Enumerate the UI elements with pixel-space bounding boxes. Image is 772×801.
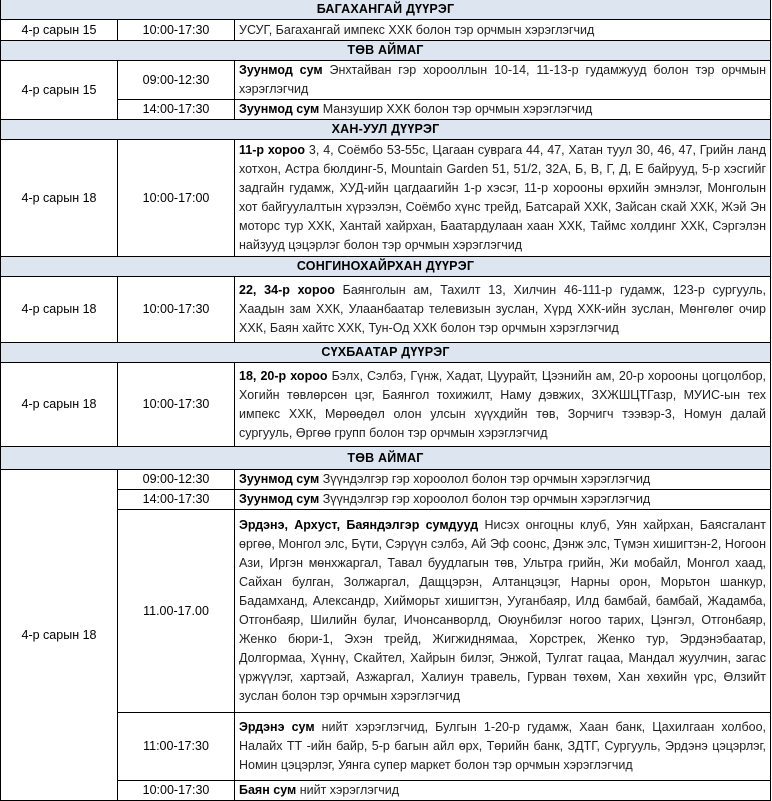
description-cell [235,61,771,100]
date-cell: 4-р сарын 18 [1,140,118,257]
time-cell: 10:00-17:30 [118,781,235,801]
location-name: 11-р хороо [239,143,306,157]
time-cell: 09:00-12:30 [118,470,235,490]
table-row [1,470,771,490]
table-row [1,277,771,343]
location-name: Зуунмод сум [239,102,320,116]
section-header [1,0,771,20]
location-details: 3, 4, Соёмбо 53-55с, Цагаан суврага 44, 47, Хатан туул 30, 46, 47, Грийн ланд хотхон, Астра бюлдинг-5, Mountain Garden 51, 51/2, 32А, Б, В, Г, Д, Е байрууд, 5-р хэсгийг задгайн гудамж, ХУД-ийн цагдаагийн 1-р хэсэг, 11-р хорооны өрхийн эмнэлэг, Монголын хот байгуулалтын хүрээлэн, Соёмбо хүнс трейд, Батсарай ХХК, Зайсан скай ХХК, Жэй Эн моторс тур ХХК, Хантай хайрхан, Баатардулаан хаан ХХК, Таймс холдинг ХХК, Сэргэлэн найзууд цэцэрлэг болон тэр орчмын хэрэглэгчид [239,143,766,252]
time-cell: 10:00-17:30 [118,20,235,41]
description-cell [235,20,771,41]
description-cell [235,510,771,713]
time-cell: 11.00-17.00 [118,510,235,713]
date-cell: 4-р сарын 15 [1,61,118,120]
description-cell [235,470,771,490]
location-details: Баянголын ам, Тахилт 13, Хилчин 46-111-р гудамж, 123-р сургууль, Хаадын зам ХХК, Улаанбаатар телевизын зуслан, Хүрд ХХК-ийн зуслан, Мөнгөлөг очир ХХК, Баян хайтс ХХК, Тун-Од ХХК болон тэр орчмын хэрэглэгчид [239,283,766,335]
table-row [1,20,771,41]
time-cell: 14:00-17:30 [118,490,235,510]
description-cell [235,781,771,801]
section-header [1,257,771,277]
section-title: ХАН-УУЛ ДҮҮРЭГ [1,120,771,140]
location-name: Эрдэнэ, Архуст, Баяндэлгэр сумдууд [239,518,479,532]
section-header [1,120,771,140]
location-details: Зүүндэлгэр гэр хороолол болон тэр орчмын хэрэглэгчид [319,492,651,506]
section-header [1,343,771,363]
location-name: 18, 20-р хороо [239,368,328,383]
time-cell: 11:00-17:30 [118,713,235,781]
description-cell [235,277,771,343]
section-header [1,447,771,470]
section-header [1,41,771,61]
location-details: Энхтайван гэр хорооллын 10-14, 11-13-р гудамжууд болон тэр орчмын хэрэглэгчид [239,63,767,96]
time-cell: 10:00-17:00 [118,140,235,257]
section-title: СОНГИНОХАЙРХАН ДҮҮРЭГ [1,257,771,277]
location-details: Манзушир ХХК болон тэр орчмын хэрэглэгчид [319,102,593,116]
location-details: УСУГ, Багахангай импекс ХХК болон тэр орчмын хэрэглэгчид [239,22,595,37]
table-row [1,140,771,257]
location-details: нийт хэрэглэгчид [296,783,400,797]
description-cell [235,490,771,510]
time-cell: 14:00-17:30 [118,100,235,120]
section-title: ТӨВ АЙМАГ [1,447,771,470]
time-cell: 10:00-17:30 [118,277,235,343]
location-name: 22, 34-р хороо [239,283,335,297]
location-name: Баян сум [239,783,297,797]
section-title: ТӨВ АЙМАГ [1,41,771,61]
location-name: Зуунмод сум [239,472,320,486]
section-title: СҮХБААТАР ДҮҮРЭГ [1,343,771,363]
section-title: БАГАХАНГАЙ ДҮҮРЭГ [1,0,771,20]
date-cell: 4-р сарын 18 [1,470,118,801]
description-cell [235,140,771,257]
location-name: Зуунмод сум [239,492,320,506]
description-cell [235,363,771,447]
date-cell: 4-р сарын 18 [1,277,118,343]
location-details: нийт хэрэглэгчид, Булгын 1-20-р гудамж, Хаан банк, Цахилгаан холбоо, Налайх ТТ -ийн байр, 5-р багын айл өрх, Төрийн банк, ЗДТГ, Сургууль, Эрдэнэ цэцэрлэг, Номин цэцэрлэг, Уянга супер маркет болон тэр орчмын хэрэглэгчид [239,720,766,772]
date-cell: 4-р сарын 15 [1,20,118,41]
location-details: Зүүндэлгэр гэр хороолол болон тэр орчмын хэрэглэгчид [319,472,651,486]
table-row [1,363,771,447]
description-cell [235,713,771,781]
location-details: Нисэх онгоцны клуб, Уян хайрхан, Баясгалант өргөө, Монгол элс, Бүти, Сэрүүн сэлбэ, Ай Эф соонс, Дэнж элс, Түмэн хишигтэн-2, Ногоон Ази, Иргэн мөнхжаргал, Тавал буудлагын төв, Ультра грийн, Жи мобайл, Монгол хаад, Сайхан булган, Золжаргал, Дащцэрэн, Алтанцэцэг, Нарны орон, Морьтон шанкур, Бадамханд, Александр, Хийморьт хишигтэн, Ууганбаяр, Илд бамбай, бамбай, Жадамба, Отгонбаяр, Шилийн булаг, Ичонсанворлд, Оюунбилэг ногоо тарих, Цэнгэл, Отгонбаяр, Женко бюри-1, Эхэн трейд, Жигжиднямаа, Хорстрек, Женко тур, Эрдэнэбаатар, Долгормаа, Хүннү, Скайтел, Хайрын билэг, Энжой, Тулгат гацаа, Мандал жуулчин, загас үржүүлэг, хартэай, Азжаргал, Халиун травель, Гурван төхөм, Хан хөхийн үрс, Өлзийт зуслан болон тэр орчмын хэрэглэгчид [239,518,766,703]
location-name: Эрдэнэ сум [239,720,315,734]
time-cell: 09:00-12:30 [118,61,235,100]
location-details: Бэлх, Сэлбэ, Гүнж, Хадат, Цуурайт, Цээнийн ам, 20-р хорооны цогцолбор, Хогийн төвлөрсөн цэг, Баянгол тохижилт, Наму дэвжих, ЗХЖШЦТГазр, МУИС-ын тех импекс ХХК, Мөрөөдөл олон улсын хүүхдийн төв, Зорчигч тээвэр-3, Номун далай сургууль, Өргөө групп болон тэр орчмын хэрэглэгчид [239,368,766,440]
time-cell: 10:00-17:30 [118,363,235,447]
date-cell: 4-р сарын 18 [1,363,118,447]
description-cell [235,100,771,120]
location-name: Зуунмод сум [239,63,323,77]
table-row [1,61,771,100]
